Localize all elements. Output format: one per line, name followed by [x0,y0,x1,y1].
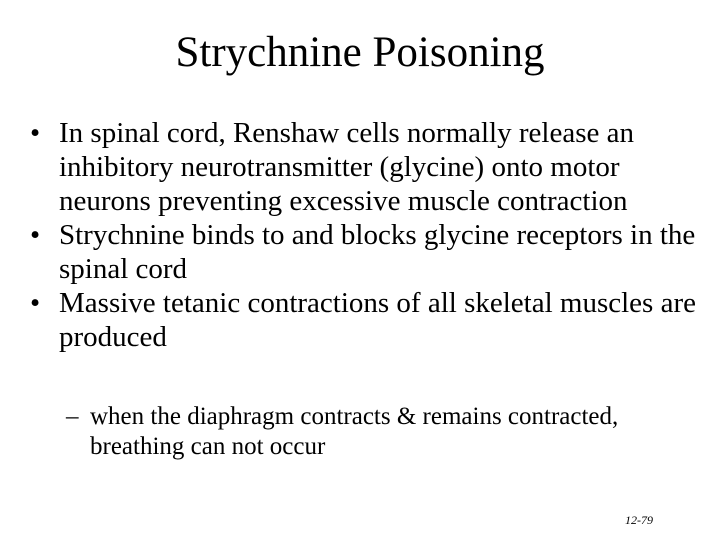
sub-bullet-text: when the diaphragm contracts & remains contracted, breathing can not occur [90,403,619,460]
bullet-list [28,116,698,354]
bullet-text: In spinal cord, Renshaw cells normally release an inhibitory neurotransmitter (glycine) onto motor neurons preventing excessive muscle contraction [59,117,634,217]
bullet-text: Massive tetanic contractions of all skeletal muscles are produced [59,287,696,353]
sub-bullet-item [66,402,706,462]
bullet-text: Strychnine binds to and blocks glycine receptors in the spinal cord [59,219,696,285]
sub-bullet-list [66,402,706,462]
bullet-icon: • [30,219,41,251]
bullet-item [28,116,698,218]
bullet-item [28,286,698,354]
slide-title: Strychnine Poisoning [175,29,545,76]
bullet-icon: • [30,287,41,319]
bullet-icon: • [30,117,41,149]
dash-icon: – [66,403,79,430]
page-number: 12-79 [625,513,653,527]
bullet-item [28,218,698,286]
